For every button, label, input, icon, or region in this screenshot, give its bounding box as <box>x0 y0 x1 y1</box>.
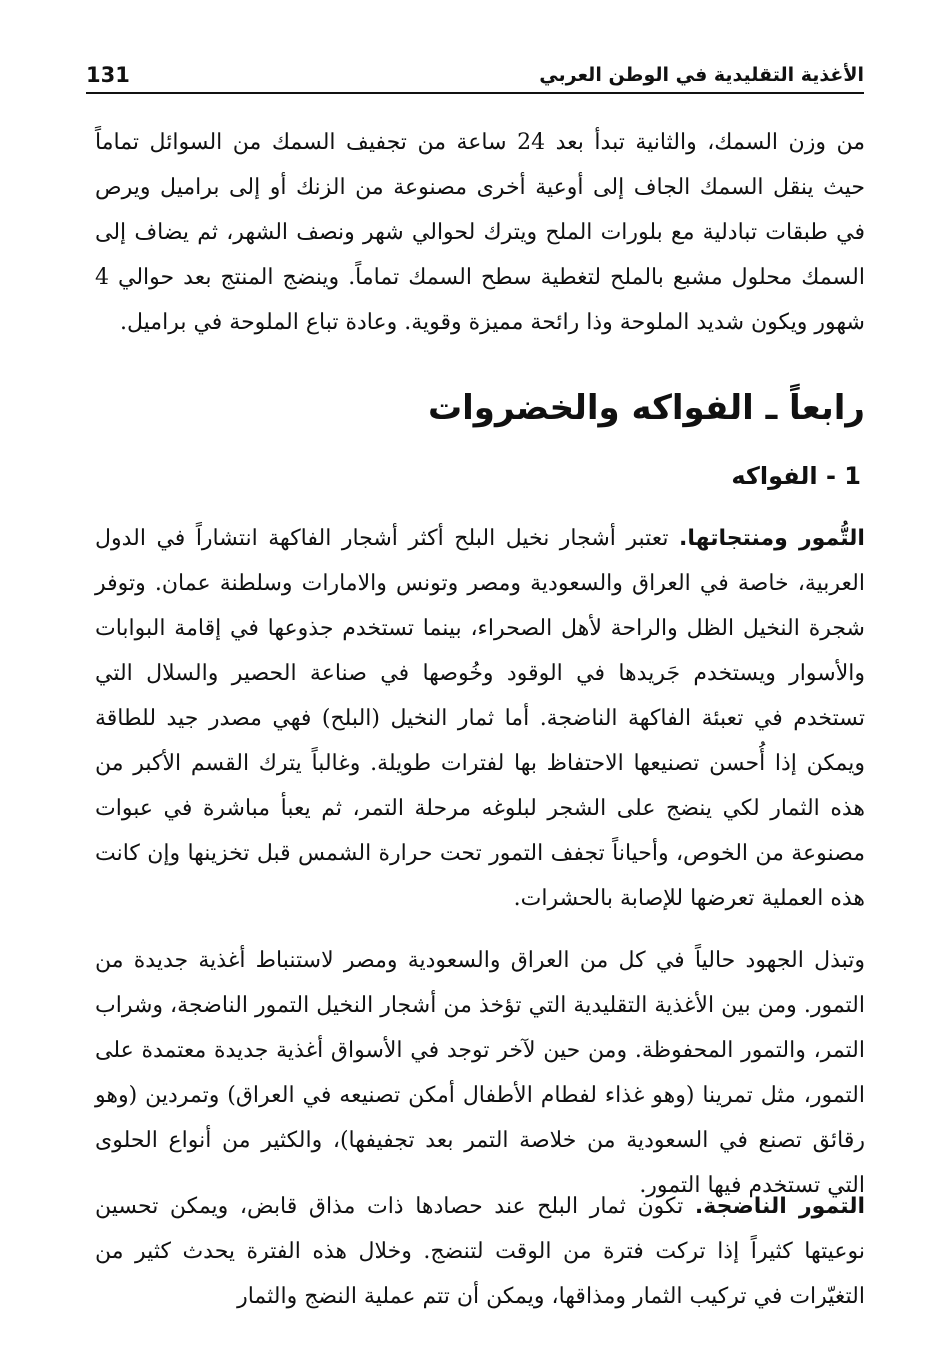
page-header <box>86 58 864 94</box>
paragraph-ripe-dates <box>95 1184 865 1319</box>
paragraph-dates-products <box>95 516 865 921</box>
paragraph-lead: التمور الناضجة. <box>694 1194 865 1219</box>
paragraph-text: تعتبر أشجار نخيل البلح أكثر أشجار الفاكهة انتشاراً في الدول العربية، خاصة في العراق والسعودية ومصر وتونس والامارات وسلطنة عمان. وتوفر شجرة النخيل الظل والراحة لأهل الصحراء، بينما تستخدم جذوعها في إقامة البوابات والأسوار ويستخدم جَريدها في الوقود وخُوصها في صناعة الحصير والسلال التي تستخدم في تعبئة الفاكهة الناضجة. أما ثمار النخيل (البلح) فهي مصدر جيد للطاقة ويمكن إذا أُحسن تصنيعها الاحتفاظ بها لفترات طويلة. وغالباً يترك القسم الأكبر من هذه الثمار لكي ينضج على الشجر لبلوغه مرحلة التمر، ثم يعبأ مباشرة في عبوات مصنوعة من الخوص، وأحياناً تجفف التمور تحت حرارة الشمس قبل تخزينها وإن كانت هذه العملية تعرضها للإصابة بالحشرات. <box>95 526 865 911</box>
paragraph-new-date-foods: وتبذل الجهود حالياً في كل من العراق والسعودية ومصر لاستنباط أغذية جديدة من التمور. ومن بين الأغذية التقليدية التي تؤخذ من أشجار النخيل التمور الناضجة، وشراب التمر، والتمور المحفوظة. ومن حين لآخر توجد في الأسواق أغذية جديدة معتمدة على التمور، مثل تمرينا (وهو غذاء لفطام الأطفال أمكن تصنيعه في العراق) وتمردين (وهو رقائق تصنع في السعودية من خلاصة التمر بعد تجفيفها)، والكثير من أنواع الحلوى التي تستخدم فيها التمور. <box>95 948 865 1198</box>
page-number: 131 <box>86 63 130 87</box>
subsection-heading: 1 - الفواكه <box>731 462 861 490</box>
running-title: الأغذية التقليدية في الوطن العربي <box>539 64 864 86</box>
paragraph-lead: التُّمور ومنتجاتها. <box>679 526 865 551</box>
paragraph-salted-fish: من وزن السمك، والثانية تبدأ بعد 24 ساعة من تجفيف السمك من السوائل تماماً حيث ينقل السمك الجاف إلى أوعية أخرى مصنوعة من الزنك أو إلى براميل ويرص في طبقات تبادلية مع بلورات الملح ويترك لحوالي شهر ونصف الشهر، ثم يضاف إلى السمك محلول مشبع بالملح لتغطية سطح السمك تماماً. وينضج المنتج بعد حوالي 4 شهور ويكون شديد الملوحة وذا رائحة مميزة وقوية. وعادة تباع الملوحة في براميل. <box>95 130 865 335</box>
section-heading: رابعاً ـ الفواكه والخضروات <box>427 388 865 428</box>
paragraph-text: تكون ثمار البلح عند حصادها ذات مذاق قابض، ويمكن تحسين نوعيتها كثيراً إذا تركت فترة من الوقت لتنضج. وخلال هذه الفترة يحدث كثير من التغيّرات في تركيب الثمار ومذاقها، ويمكن أن تتم عملية النضج والثمار <box>95 1194 865 1309</box>
